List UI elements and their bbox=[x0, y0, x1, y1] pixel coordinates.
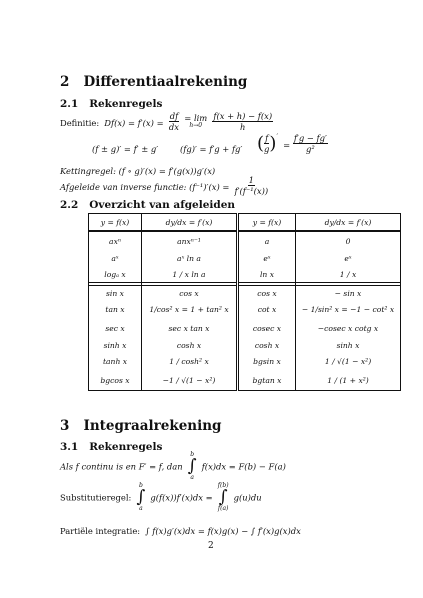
table-cell: − sin x bbox=[296, 286, 401, 301]
integration-by-parts: Partiële integratie: ∫ f(x)g′(x)dx = f(x)g(x) − ∫ f′(x)g(x)dx bbox=[60, 526, 301, 536]
table-cell: aˣ bbox=[89, 250, 142, 266]
definition-line: Definitie: Df(x) = f′(x) = $\frac{df}{dx}$ = lim h→0 $\frac{f(x + h) - f(x)}{h}$ bbox=[60, 110, 273, 132]
table-cell: ln x bbox=[238, 266, 296, 283]
table-row bbox=[89, 371, 401, 391]
table-cell: aˣ ln a bbox=[142, 250, 238, 266]
table-cell: bgtan x bbox=[238, 371, 296, 391]
table-cell: sinh x bbox=[296, 338, 401, 352]
table-cell: eˣ bbox=[296, 250, 401, 266]
table-cell: sinh x bbox=[89, 338, 142, 352]
table-cell: 0 bbox=[296, 231, 401, 250]
table-row bbox=[89, 300, 401, 319]
chain-rule: Kettingregel: (f ∘ g)′(x) = f′(g(x))g′(x) bbox=[60, 166, 216, 176]
product-rule: (fg)′ = f′g + fg′ bbox=[180, 144, 243, 154]
table-cell: 1 / √(1 − x²) bbox=[296, 352, 401, 371]
table-cell: tanh x bbox=[89, 352, 142, 371]
quotient-rule: ( $\frac{f}{g}$ )′ = $\frac{f'g - fg'}{\text{g²}}$ bbox=[257, 132, 327, 154]
table-cell: sec x bbox=[89, 319, 142, 338]
table-cell: cosh x bbox=[142, 338, 238, 352]
table-row bbox=[89, 352, 401, 371]
table-row bbox=[89, 231, 401, 250]
table-cell: dy/dx = f′(x) bbox=[142, 214, 238, 232]
table-row bbox=[89, 338, 401, 352]
table-cell: 1 / x bbox=[296, 266, 401, 283]
table-cell: a bbox=[238, 231, 296, 250]
table-cell: 1 / (1 + x²) bbox=[296, 371, 401, 391]
table-cell: 1 / x ln a bbox=[142, 266, 238, 283]
table-row bbox=[89, 250, 401, 266]
section-3-heading: 3 Integraalrekening bbox=[60, 418, 222, 434]
table-cell: y = f(x) bbox=[238, 214, 296, 232]
table-cell: logₐ x bbox=[89, 266, 142, 283]
table-cell: eˣ bbox=[238, 250, 296, 266]
sum-rule: (f ± g)′ = f′ ± g′ bbox=[92, 144, 159, 154]
table-cell: cos x bbox=[238, 286, 296, 301]
section-2-heading: 2 Differentiaalrekening bbox=[60, 74, 248, 90]
table-cell: −cosec x cotg x bbox=[296, 319, 401, 338]
table-cell: axⁿ bbox=[89, 231, 142, 250]
table-cell: bgcos x bbox=[89, 371, 142, 391]
table-cell: sin x bbox=[89, 286, 142, 301]
inverse-rule: Afgeleide van inverse functie: (f⁻¹)′(x) = $\frac{1}{\text{f′(f⁻¹(x))}}$ bbox=[60, 174, 269, 196]
table-cell: cos x bbox=[142, 286, 238, 301]
table-cell: −1 / √(1 − x²) bbox=[142, 371, 238, 391]
table-cell: 1 / cosh² x bbox=[142, 352, 238, 371]
table-cell: sec x tan x bbox=[142, 319, 238, 338]
table-cell: cosh x bbox=[238, 338, 296, 352]
table-row bbox=[89, 286, 401, 301]
derivative-table bbox=[88, 213, 401, 391]
table-cell: anxⁿ⁻¹ bbox=[142, 231, 238, 250]
substitution-rule: Substitutieregel: b ∫ a g(f(x))f′(x)dx = f(b) ∫ f(a) g(u)du bbox=[60, 482, 262, 512]
subsection-3-1-heading: 3.1 Rekenregels bbox=[60, 441, 163, 453]
table-cell: y = f(x) bbox=[89, 214, 142, 232]
table-cell: − 1/sin² x = −1 − cot² x bbox=[296, 300, 401, 319]
table-cell: 1/cos² x = 1 + tan² x bbox=[142, 300, 238, 319]
subsection-2-2-heading: 2.2 Overzicht van afgeleiden bbox=[60, 199, 236, 211]
page-number: 2 bbox=[208, 541, 214, 551]
table-row bbox=[89, 319, 401, 338]
table-cell: tan x bbox=[89, 300, 142, 319]
subsection-2-1-heading: 2.1 Rekenregels bbox=[60, 98, 163, 110]
table-cell: cot x bbox=[238, 300, 296, 319]
fundamental-theorem: Als f continu is en F′ = f, dan b ∫ a f(x)dx = F(b) − F(a) bbox=[60, 451, 286, 481]
table-cell: dy/dx = f′(x) bbox=[296, 214, 401, 232]
table-cell: bgsin x bbox=[238, 352, 296, 371]
table-header-row bbox=[89, 214, 401, 232]
table-cell: cosec x bbox=[238, 319, 296, 338]
table-row bbox=[89, 266, 401, 283]
